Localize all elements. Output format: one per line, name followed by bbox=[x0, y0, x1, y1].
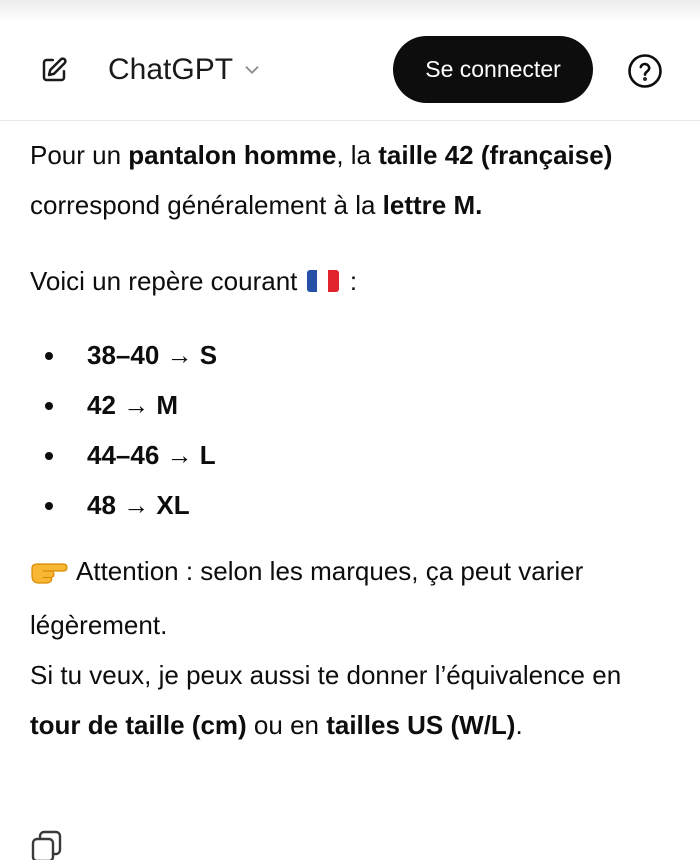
pointing-hand-icon bbox=[30, 550, 68, 600]
intro-paragraph: Pour un pantalon homme, la taille 42 (française) correspond généralement à la lettre M. bbox=[30, 140, 613, 220]
warning-paragraph: Attention : selon les marques, ça peut varier légèrement. bbox=[30, 546, 670, 650]
model-selector[interactable] bbox=[108, 50, 263, 90]
assistant-message bbox=[30, 130, 670, 750]
list-item: 38–40 → S bbox=[30, 330, 670, 380]
help-button[interactable] bbox=[626, 52, 664, 90]
model-name: ChatGPT bbox=[108, 53, 234, 86]
new-chat-button[interactable] bbox=[36, 52, 72, 88]
copy-icon bbox=[30, 830, 64, 860]
edit-icon bbox=[39, 55, 69, 85]
top-bar bbox=[0, 22, 700, 121]
list-item: 44–46 → L bbox=[30, 430, 670, 480]
help-icon bbox=[627, 53, 663, 89]
offer-paragraph: Si tu veux, je peux aussi te donner l’équivalence en tour de taille (cm) ou en tailles US (W/L). bbox=[30, 660, 622, 740]
copy-button[interactable] bbox=[30, 830, 64, 865]
login-button[interactable]: Se connecter bbox=[393, 36, 593, 103]
top-fade bbox=[0, 0, 700, 22]
list-item: 42 → M bbox=[30, 380, 670, 430]
list-item: 48 → XL bbox=[30, 480, 670, 530]
guide-paragraph: Voici un repère courant : bbox=[30, 266, 358, 296]
french-flag-icon bbox=[307, 270, 339, 292]
chevron-down-icon bbox=[241, 59, 263, 81]
size-list bbox=[30, 330, 670, 530]
